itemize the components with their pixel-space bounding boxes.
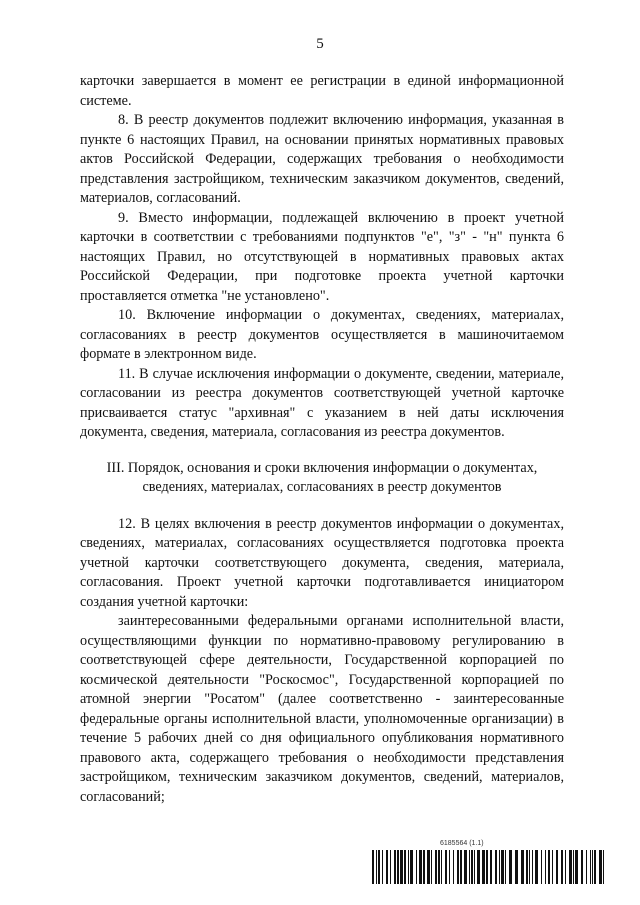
paragraph-item-11: 11. В случае исключения информации о документе, сведении, материале, согласовании из реестра документов соответствующей учетной карточке присваивается статус "архивная" с указанием в ней даты исключения документа, сведения, материала, согласования из реестра документов. [80,365,564,440]
paragraph-item-9: 9. Вместо информации, подлежащей включению в проект учетной карточки в соответствии с требованиями подпунктов "е", "з" - "н" пункта 6 настоящих Правил, но отсутствующей в нормативных правовых актах Российской Федерации, при подготовке проекта учетной карточки проставляется отметка "не установлено". [80,209,564,304]
section-heading: III. Порядок, основания и сроки включения информации о документах, сведениях, материалах, согласованиях в реестр документов [106,459,538,495]
paragraph-subitem: заинтересованными федеральными органами исполнительной власти, осуществляющими функции по нормативно-правовому регулированию в соответствующей сфере деятельности, Государственной корпорацией по космической деятельности "Роскосмос", Государственной корпорацией по атомной энергии "Росатом" (далее соответственно - заинтересованные федеральные органы исполнительной власти, уполномоченные организации) в течение 5 рабочих дней со дня официального опубликования нормативного правового акта, содержащего требования о необходимости представления застройщиком, техническим заказчиком документов, сведений, материалов, согласований; [80,613,564,805]
paragraph-item-12: 12. В целях включения в реестр документов информации о документах, сведениях, материалах, согласованиях осуществляется подготовка проекта учетной карточки соответствующего документа, сведения, материала, согласования. Проект учетной карточки подготавливается инициатором создания учетной карточки: [80,515,564,610]
page-number: 5 [316,36,324,52]
barcode-icon [372,850,604,884]
document-body [80,72,564,807]
barcode-label: 6185564 (1.1) [440,840,484,847]
paragraph-item-8: 8. В реестр документов подлежит включению информация, указанная в пункте 6 настоящих Правил, на основании принятых нормативных правовых актов Российской Федерации, содержащих требования о необходимости представления застройщиком, техническим заказчиком документов, сведений, материалов, согласований. [80,112,564,206]
paragraph-continuation: карточки завершается в момент ее регистрации в единой информационной системе. [80,73,564,109]
barcode [372,840,604,886]
paragraph-item-10: 10. Включение информации о документах, сведениях, материалах, согласованиях в реестр документов осуществляется в машиночитаемом формате в электронном виде. [80,307,564,362]
